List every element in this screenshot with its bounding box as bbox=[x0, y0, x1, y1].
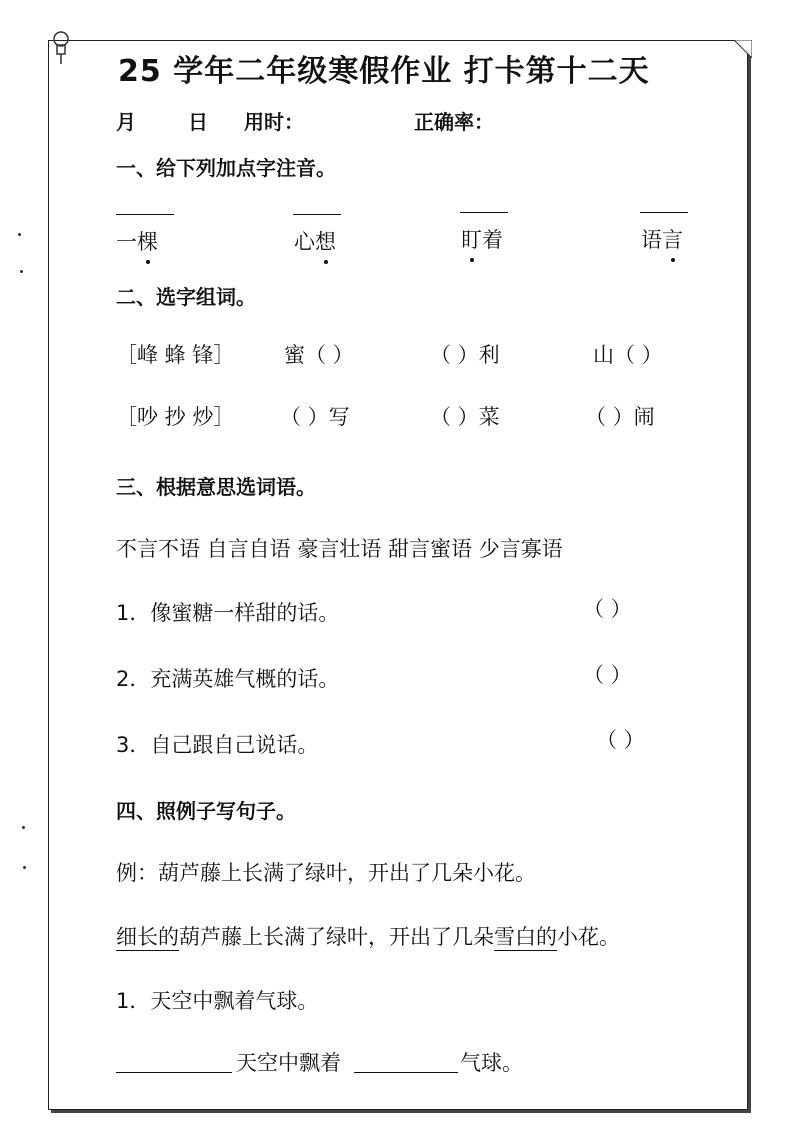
pinyin-blank-2[interactable] bbox=[293, 214, 341, 215]
worksheet-title: 25 学年二年级寒假作业 打卡第十二天 bbox=[118, 54, 650, 89]
underlined-modifier: 雪白的 bbox=[494, 925, 557, 949]
char-choices-1: ［峰 蜂 锋］ bbox=[116, 343, 235, 367]
scan-speck bbox=[23, 866, 26, 869]
month-label: 月 bbox=[116, 110, 136, 134]
dotted-char: 盯 bbox=[461, 224, 482, 254]
word-char: 一 bbox=[116, 230, 137, 254]
question-1: 1．像蜜糖一样甜的话。 bbox=[116, 601, 340, 625]
word-char: 心 bbox=[294, 230, 315, 254]
pushpin-icon bbox=[46, 30, 76, 66]
rewrite-text-mid: 天空中飘着 bbox=[236, 1051, 341, 1075]
scan-speck bbox=[22, 826, 25, 829]
word-bank: 不言不语 自言自语 豪言壮语 甜言蜜语 少言寡语 bbox=[116, 537, 563, 561]
section3-heading: 三、根据意思选词语。 bbox=[116, 475, 316, 499]
fill-blank-1[interactable] bbox=[116, 1072, 232, 1073]
pinyin-word-1 bbox=[116, 226, 158, 256]
sentence-text: 葫芦藤上长满了绿叶，开出了几朵 bbox=[179, 925, 494, 949]
rewrite-text-end: 气球。 bbox=[460, 1051, 523, 1075]
section2-heading: 二、选字组词。 bbox=[116, 285, 256, 309]
section4-heading: 四、照例子写句子。 bbox=[116, 799, 296, 823]
dotted-char: 言 bbox=[662, 224, 683, 254]
pinyin-blank-3[interactable] bbox=[460, 212, 508, 213]
word-blank[interactable]: （ ）菜 bbox=[430, 405, 500, 429]
page-curl-icon bbox=[734, 40, 752, 58]
accuracy-label: 正确率： bbox=[414, 110, 494, 134]
example-sentence: 例：葫芦藤上长满了绿叶，开出了几朵小花。 bbox=[116, 861, 536, 885]
word-blank[interactable]: 山（ ） bbox=[593, 343, 663, 367]
question-3: 3．自己跟自己说话。 bbox=[116, 733, 319, 757]
word-blank[interactable]: 蜜（ ） bbox=[284, 343, 354, 367]
pinyin-word-4 bbox=[641, 224, 683, 254]
question-2: 2．充满英雄气概的话。 bbox=[116, 667, 340, 691]
pinyin-word-2 bbox=[294, 226, 336, 256]
pinyin-blank-4[interactable] bbox=[640, 212, 688, 213]
scan-speck bbox=[20, 270, 23, 273]
time-label: 用时： bbox=[244, 110, 304, 134]
word-char: 语 bbox=[641, 228, 662, 252]
scan-speck bbox=[18, 233, 21, 236]
dotted-char: 想 bbox=[315, 226, 336, 256]
answer-blank-1[interactable]: （ ） bbox=[583, 597, 632, 621]
word-blank[interactable]: （ ）利 bbox=[430, 343, 500, 367]
word-blank[interactable]: （ ）闹 bbox=[585, 405, 655, 429]
pinyin-word-3 bbox=[461, 224, 503, 254]
word-blank[interactable]: （ ）写 bbox=[280, 405, 350, 429]
answer-blank-2[interactable]: （ ） bbox=[583, 663, 632, 687]
sentence-text: 小花。 bbox=[557, 925, 620, 949]
underlined-modifier: 细长的 bbox=[116, 925, 179, 949]
rewrite-question-1: 1．天空中飘着气球。 bbox=[116, 989, 319, 1013]
answer-blank-3[interactable]: （ ） bbox=[596, 728, 645, 752]
model-sentence bbox=[116, 921, 620, 951]
day-label: 日 bbox=[188, 110, 208, 134]
dotted-char: 棵 bbox=[137, 226, 158, 256]
section1-heading: 一、给下列加点字注音。 bbox=[116, 156, 336, 180]
word-char: 着 bbox=[482, 228, 503, 252]
char-choices-2: ［吵 抄 炒］ bbox=[116, 405, 235, 429]
pinyin-blank-1[interactable] bbox=[116, 214, 174, 215]
fill-blank-2[interactable] bbox=[354, 1072, 458, 1073]
